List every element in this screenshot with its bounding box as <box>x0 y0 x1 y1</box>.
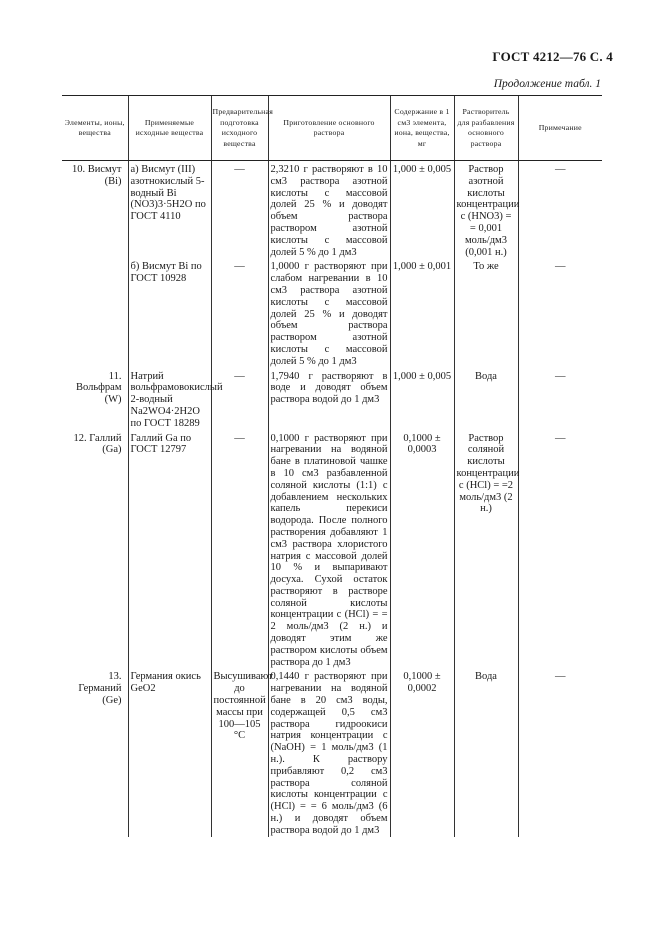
cell-content: 0,1000 ± 0,0003 <box>390 430 454 669</box>
table-row <box>62 161 602 259</box>
cell-compound: а) Висмут (III) азотнокислый 5-водный Bi (NO3)3·5H2O по ГОСТ 4110 <box>128 161 211 259</box>
header-pretreatment: Предварительная подготовка исходного вещества <box>211 96 268 161</box>
cell-preparation: 2,3210 г растворяют в 10 см3 раствора азотной кислоты с массовой долей 25 % и доводят объем раствора раствором азотной кислоты с массовой долей 5 % до 1 дм3 <box>268 161 390 259</box>
cell-pretreatment: — <box>211 430 268 669</box>
header-content: Содержание в 1 см3 элемента, иона, вещества, мг <box>390 96 454 161</box>
cell-solvent: Вода <box>454 668 518 836</box>
cell-note: — <box>518 368 602 430</box>
cell-preparation: 0,1000 г растворяют при нагревании на водяной бане в платиновой чашке в 10 см3 разбавленной соляной кислоты (1:1) с добавлением нескольких капель перекиси водорода. После полного растворения добавляют 1 см3 раствора хлористого натрия с массовой долей 10 % и выпаривают досуха. Сухой остаток растворяют в растворе соляной кислоты концентрации c (HCl) = = 2 моль/дм3 (2 н.) и доводят этим же раствором кислоты объем раствора до 1 дм3 <box>268 430 390 669</box>
cell-note: — <box>518 258 602 367</box>
cell-pretreatment: Высушивают до постоянной массы при 100—105 °С <box>211 668 268 836</box>
header-element: Элементы, ионы, вещества <box>62 96 128 161</box>
table-header-row <box>62 96 602 161</box>
cell-content: 0,1000 ± 0,0002 <box>390 668 454 836</box>
cell-element: 13. Германий (Ge) <box>78 671 122 707</box>
cell-element <box>62 258 128 367</box>
cell-content: 1,000 ± 0,001 <box>390 258 454 367</box>
cell-compound: б) Висмут Bi по ГОСТ 10928 <box>128 258 211 367</box>
cell-compound: Натрий вольфрамовокислый 2-водный Na2WO4·2H2O по ГОСТ 18289 <box>128 368 211 430</box>
cell-compound: Германия окись GeO2 <box>128 668 211 836</box>
cell-note: — <box>518 161 602 259</box>
header-note: Примечание <box>518 96 602 161</box>
table-row <box>62 430 602 669</box>
cell-content: 1,000 ± 0,005 <box>390 368 454 430</box>
cell-solvent: Раствор азотной кислоты концентрации c (HNO3) = = 0,001 моль/дм3 (0,001 н.) <box>454 161 518 259</box>
cell-element: 11. Вольфрам (W) <box>75 370 122 406</box>
header-compounds: Применяемые исходные вещества <box>128 96 211 161</box>
cell-element: 10. Висмут (Bi) <box>71 164 122 187</box>
cell-content: 1,000 ± 0,005 <box>390 161 454 259</box>
page-header: ГОСТ 4212—76 С. 4 <box>492 49 613 64</box>
cell-pretreatment: — <box>211 258 268 367</box>
cell-preparation: 1,7940 г растворяют в воде и доводят объем раствора водой до 1 дм3 <box>268 368 390 430</box>
cell-compound: Галлий Ga по ГОСТ 12797 <box>128 430 211 669</box>
table-row <box>62 258 602 367</box>
cell-solvent: То же <box>454 258 518 367</box>
cell-preparation: 1,0000 г растворяют при слабом нагревании в 10 см3 раствора азотной кислоты с массовой долей 25 % и доводят объем раствора раствором азотной кислоты с массовой долей 5 % до 1 дм3 <box>268 258 390 367</box>
cell-solvent: Вода <box>454 368 518 430</box>
cell-pretreatment: — <box>211 368 268 430</box>
header-solvent: Растворитель для разбавления основного раствора <box>454 96 518 161</box>
cell-pretreatment: — <box>211 161 268 259</box>
cell-note: — <box>518 430 602 669</box>
header-preparation: Приготовление основного раствора <box>268 96 390 161</box>
cell-note: — <box>518 668 602 836</box>
cell-solvent: Раствор соляной кислоты концентрации c (HCl) = =2 моль/дм3 (2 н.) <box>454 430 518 669</box>
table-row <box>62 368 602 430</box>
cell-preparation: 0,1440 г растворяют при нагревании на водяной бане в 20 см3 воды, содержащей 0,5 см3 раствора гидроокиси натрия концентрации c (NaOH) = 1 моль/дм3 (1 н.). К раствору прибавляют 0,2 см3 раствора соляной кислоты концентрации c (HCl) = = 6 моль/дм3 (6 н.) и доводят объем раствора водой до 1 дм3 <box>268 668 390 836</box>
cell-element: 12. Галлий (Ga) <box>73 432 122 456</box>
table-row <box>62 668 602 836</box>
reference-solutions-table <box>62 95 602 837</box>
table-continuation-label: Продолжение табл. 1 <box>493 78 601 90</box>
